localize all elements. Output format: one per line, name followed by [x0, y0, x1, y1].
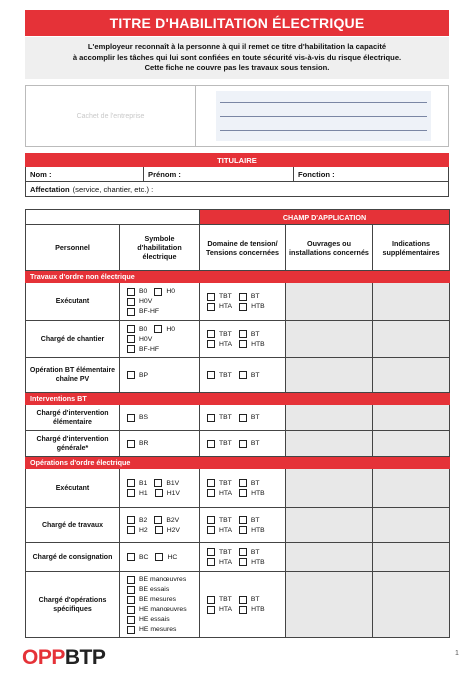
tension-option[interactable]: [239, 548, 260, 556]
checkbox[interactable]: [239, 489, 247, 497]
tension-option-label: HTA: [219, 303, 233, 310]
symbol-option[interactable]: [155, 526, 180, 534]
tension-option[interactable]: [207, 548, 232, 556]
checkbox[interactable]: [154, 288, 162, 296]
checkbox[interactable]: [239, 606, 247, 614]
personnel-role: Chargé d'intervention générale*: [26, 431, 120, 457]
tension-option-label: HTA: [219, 340, 233, 348]
symbol-options: [120, 572, 200, 638]
checkbox[interactable]: [127, 298, 135, 306]
tension-options: [200, 358, 286, 393]
symbol-option-label: H0V: [139, 298, 153, 305]
indications-input-cell[interactable]: [373, 431, 450, 457]
checkbox[interactable]: [239, 548, 247, 556]
checkbox[interactable]: [207, 526, 215, 534]
tension-option[interactable]: [207, 526, 232, 534]
symbol-option-label: BF-HF: [139, 345, 160, 353]
col-indications: Indications supplémentaires: [373, 225, 450, 271]
symbol-option-line: [127, 413, 199, 423]
intro-line-2: à accomplir les tâches qui lui sont confiées en toute sécurité vis-à-vis du risque électrique.: [72, 52, 402, 62]
checkbox[interactable]: [207, 440, 215, 448]
symbol-option-label: BF-HF: [139, 308, 160, 315]
logo-part-btp: BTP: [64, 646, 106, 669]
symbol-option-line: [127, 585, 199, 595]
tension-option[interactable]: [239, 371, 260, 379]
symbol-option-label: HE manœuvres: [139, 606, 187, 613]
habilitation-table: [25, 209, 450, 638]
symbol-option[interactable]: [154, 325, 175, 333]
tension-option[interactable]: [207, 414, 232, 422]
symbol-option-line: [127, 370, 199, 380]
checkbox[interactable]: [207, 548, 215, 556]
checkbox[interactable]: [154, 516, 162, 524]
ouvrages-input-cell[interactable]: [286, 431, 373, 457]
tension-option[interactable]: [207, 596, 232, 604]
symbol-options: [120, 431, 200, 457]
tension-option-label: BT: [250, 440, 260, 447]
symbol-option[interactable]: [127, 626, 176, 634]
personnel-role: Exécutant: [26, 469, 120, 508]
document-title: TITRE D'HABILITATION ÉLECTRIQUE: [25, 10, 449, 36]
section-title: Travaux d'ordre non électrique: [26, 271, 450, 283]
tension-option-label: TBT: [219, 479, 232, 487]
checkbox[interactable]: [127, 616, 135, 624]
personnel-role: Chargé d'intervention élémentaire: [26, 405, 120, 431]
fonction-field[interactable]: Fonction :: [298, 169, 335, 179]
symbol-option[interactable]: [127, 526, 148, 534]
symbol-options: [120, 283, 200, 321]
indications-input-cell[interactable]: [373, 358, 450, 393]
company-stamp-box: [25, 85, 449, 147]
checkbox[interactable]: [207, 606, 215, 614]
checkbox[interactable]: [127, 596, 135, 604]
checkbox[interactable]: [127, 576, 135, 584]
symbol-option-label: H2V: [166, 526, 180, 534]
tension-option-label: BT: [250, 414, 260, 421]
tension-option-line: [207, 605, 285, 615]
tension-option-label: TBT: [219, 293, 232, 300]
symbol-option[interactable]: [127, 606, 187, 614]
checkbox[interactable]: [155, 553, 163, 561]
checkbox[interactable]: [239, 340, 247, 348]
symbol-option-label: H2: [139, 526, 148, 534]
symbol-option[interactable]: [155, 489, 180, 497]
symbol-option-label: B0: [139, 325, 148, 333]
tension-option[interactable]: [207, 340, 232, 348]
symbol-option[interactable]: [127, 414, 148, 422]
affectation-hint: (service, chantier, etc.) :: [72, 184, 154, 194]
tension-option[interactable]: [207, 371, 232, 379]
tension-option-line: [207, 439, 285, 449]
symbol-option-label: BE manœuvres: [139, 576, 187, 583]
symbol-option-label: H1V: [166, 489, 180, 497]
checkbox[interactable]: [154, 325, 162, 333]
checkbox[interactable]: [127, 335, 135, 343]
ouvrages-input-cell[interactable]: [286, 508, 373, 543]
tension-option-label: BT: [250, 548, 260, 556]
section-row: [26, 393, 450, 405]
checkbox[interactable]: [127, 526, 135, 534]
checkbox[interactable]: [127, 489, 135, 497]
indications-input-cell[interactable]: [373, 405, 450, 431]
indications-input-cell[interactable]: [373, 543, 450, 572]
tension-option-label: HTA: [219, 606, 233, 613]
checkbox[interactable]: [207, 489, 215, 497]
tension-option[interactable]: [239, 330, 260, 338]
personnel-role: Chargé de travaux: [26, 508, 120, 543]
company-stamp-label[interactable]: Cachet de l'entreprise: [26, 86, 196, 146]
tension-option-line: [207, 547, 285, 557]
symbol-option-label: BP: [139, 371, 149, 379]
checkbox[interactable]: [127, 308, 135, 316]
tension-option-line: [207, 413, 285, 423]
checkbox[interactable]: [127, 440, 135, 448]
section-row: [26, 271, 450, 283]
checkbox[interactable]: [127, 288, 135, 296]
tension-option-line: [207, 488, 285, 498]
tension-option-label: TBT: [219, 548, 232, 556]
symbol-option[interactable]: [127, 308, 159, 316]
col-domaine: Domaine de tension/ Tensions concernées: [200, 225, 286, 271]
signature-line: [220, 102, 427, 103]
symbol-options: [120, 469, 200, 508]
tension-option[interactable]: [239, 516, 260, 524]
tension-option[interactable]: [207, 516, 232, 524]
tension-option[interactable]: [207, 293, 232, 301]
checkbox[interactable]: [127, 325, 135, 333]
symbol-option-line: [127, 515, 199, 525]
tension-option-label: HTA: [219, 526, 233, 534]
checkbox[interactable]: [239, 330, 247, 338]
tension-option-label: TBT: [219, 440, 232, 447]
symbol-option[interactable]: [127, 516, 147, 524]
affectation-row[interactable]: [25, 182, 449, 197]
symbol-option[interactable]: [127, 576, 186, 584]
symbol-option[interactable]: [127, 371, 148, 379]
champ-application-header: CHAMP D'APPLICATION: [200, 210, 450, 225]
symbol-option-label: B2V: [166, 516, 180, 524]
tension-option[interactable]: [239, 440, 260, 448]
ouvrages-input-cell[interactable]: [286, 405, 373, 431]
symbol-option-line: [127, 525, 199, 535]
table-row: [26, 358, 450, 393]
personnel-role: Exécutant: [26, 283, 120, 321]
ouvrages-input-cell[interactable]: [286, 358, 373, 393]
symbol-option-label: B1V: [166, 479, 180, 487]
symbol-option-label: BR: [139, 440, 149, 447]
symbol-option-label: H0V: [139, 335, 153, 343]
tension-options: [200, 469, 286, 508]
checkbox[interactable]: [239, 303, 247, 311]
tension-option-label: HTB: [251, 526, 265, 534]
signature-line: [220, 130, 427, 131]
affectation-label: Affectation: [30, 184, 70, 194]
tension-option[interactable]: [239, 293, 260, 301]
table-row: [26, 405, 450, 431]
col-personnel: Personnel: [26, 225, 120, 271]
checkbox[interactable]: [127, 553, 135, 561]
tension-option-label: TBT: [219, 414, 232, 421]
tension-options: [200, 572, 286, 638]
table-row: [26, 431, 450, 457]
symbol-option[interactable]: [127, 616, 170, 624]
symbol-option-label: B2: [139, 516, 148, 524]
symbol-option-line: [127, 287, 199, 297]
tension-options: [200, 283, 286, 321]
symbol-option-line: [127, 595, 199, 605]
tension-options: [200, 431, 286, 457]
tension-option-label: BT: [250, 371, 260, 379]
symbol-options: [120, 543, 200, 572]
tension-option[interactable]: [207, 558, 232, 566]
personnel-role: Chargé de chantier: [26, 321, 120, 358]
table-row: [26, 543, 450, 572]
tension-option-label: TBT: [219, 596, 232, 603]
tension-option-line: [207, 329, 285, 339]
symbol-option-label: BE mesures: [139, 596, 177, 603]
ouvrages-input-cell[interactable]: [286, 572, 373, 638]
titulaire-section: [25, 153, 449, 197]
symbol-option[interactable]: [127, 596, 176, 604]
symbol-option[interactable]: [127, 440, 148, 448]
table-row: [26, 508, 450, 543]
table-row: [26, 283, 450, 321]
symbol-option[interactable]: [127, 586, 169, 594]
checkbox[interactable]: [239, 371, 247, 379]
symbol-option-label: H1: [139, 489, 148, 497]
symbol-option[interactable]: [127, 288, 147, 296]
intro-line-1: L'employeur reconnaît à la personne à qui il remet ce titre d'habilitation la capacité: [87, 42, 387, 51]
tension-options: [200, 321, 286, 358]
checkbox[interactable]: [127, 606, 135, 614]
tension-option[interactable]: [207, 479, 232, 487]
symbol-option[interactable]: [127, 489, 148, 497]
tension-option[interactable]: [239, 414, 260, 422]
tension-option[interactable]: [207, 303, 232, 311]
symbol-option-line: [127, 324, 199, 334]
indications-input-cell[interactable]: [373, 321, 450, 358]
symbol-option[interactable]: [154, 516, 179, 524]
symbol-option-label: HC: [167, 553, 178, 561]
checkbox[interactable]: [207, 330, 215, 338]
checkbox[interactable]: [207, 414, 215, 422]
table-row: [26, 572, 450, 638]
ouvrages-input-cell[interactable]: [286, 283, 373, 321]
tension-option-label: TBT: [219, 516, 232, 524]
checkbox[interactable]: [207, 596, 215, 604]
symbol-option-label: BC: [139, 553, 149, 561]
symbol-option[interactable]: [127, 335, 152, 343]
tension-option-line: [207, 525, 285, 535]
col-symbole: Symbole d'habilitation électrique: [120, 225, 200, 271]
symbol-option-line: [127, 488, 199, 498]
tension-option-line: [207, 339, 285, 349]
symbol-option[interactable]: [127, 479, 147, 487]
table-row: [26, 321, 450, 358]
checkbox[interactable]: [127, 479, 135, 487]
logo-part-opp: OPP: [22, 646, 65, 669]
checkbox[interactable]: [207, 371, 215, 379]
checkbox[interactable]: [207, 340, 215, 348]
tension-option-label: BT: [250, 479, 260, 487]
symbol-option[interactable]: [127, 553, 148, 561]
tension-option-label: HTB: [251, 489, 265, 497]
symbol-option-label: BS: [139, 414, 149, 421]
tension-option-line: [207, 515, 285, 525]
symbol-option-label: H0: [166, 325, 176, 333]
indications-input-cell[interactable]: [373, 508, 450, 543]
tension-option[interactable]: [239, 479, 260, 487]
titulaire-heading: TITULAIRE: [25, 153, 449, 167]
tension-option-line: [207, 292, 285, 302]
tension-option[interactable]: [239, 596, 260, 604]
symbol-option-line: [127, 615, 199, 625]
tension-option-label: HTB: [251, 606, 265, 613]
tension-option-label: TBT: [219, 330, 232, 338]
checkbox[interactable]: [207, 303, 215, 311]
symbol-option-label: BE essais: [139, 586, 170, 593]
tension-options: [200, 508, 286, 543]
col-ouvrages: Ouvrages ou installations concernés: [286, 225, 373, 271]
table-row: [26, 469, 450, 508]
affectation-field[interactable]: [26, 182, 153, 196]
intro-line-3: Cette fiche ne couvre pas les travaux sous tension.: [144, 63, 330, 72]
checkbox[interactable]: [207, 479, 215, 487]
tension-option[interactable]: [239, 526, 265, 534]
tension-option-line: [207, 478, 285, 488]
personnel-role: Chargé de consignation: [26, 543, 120, 572]
ouvrages-input-cell[interactable]: [286, 321, 373, 358]
tension-option[interactable]: [207, 489, 232, 497]
checkbox[interactable]: [127, 516, 135, 524]
tension-option-label: BT: [250, 596, 260, 603]
checkbox[interactable]: [207, 516, 215, 524]
checkbox[interactable]: [207, 293, 215, 301]
symbol-option-line: [127, 575, 199, 585]
symbol-option-line: [127, 307, 199, 317]
tension-option-label: BT: [250, 330, 260, 338]
symbol-options: [120, 321, 200, 358]
tension-option[interactable]: [239, 558, 265, 566]
symbol-option-line: [127, 625, 199, 635]
tension-option[interactable]: [239, 489, 265, 497]
nom-field[interactable]: Nom :: [26, 167, 144, 181]
symbol-options: [120, 508, 200, 543]
page-number: 1: [455, 650, 459, 657]
checkbox[interactable]: [239, 293, 247, 301]
symbol-option[interactable]: [127, 345, 159, 353]
tension-option-label: TBT: [219, 371, 232, 379]
section-title: Interventions BT: [26, 393, 450, 405]
checkbox[interactable]: [239, 414, 247, 422]
intro-text: [25, 37, 449, 79]
checkbox[interactable]: [127, 414, 135, 422]
tension-options: [200, 543, 286, 572]
symbol-option-label: B0: [139, 288, 148, 295]
symbol-options: [120, 405, 200, 431]
indications-input-cell[interactable]: [373, 283, 450, 321]
tension-option-line: [207, 370, 285, 380]
symbol-option-label: B1: [139, 479, 148, 487]
symbol-option-label: HE essais: [139, 616, 170, 623]
checkbox[interactable]: [154, 479, 162, 487]
tension-option-label: HTA: [219, 558, 233, 566]
symbol-option[interactable]: [127, 325, 147, 333]
section-row: [26, 457, 450, 469]
ouvrages-input-cell[interactable]: [286, 543, 373, 572]
signature-lines-area[interactable]: [216, 91, 431, 141]
tension-option-label: HTB: [251, 558, 265, 566]
symbol-option[interactable]: [154, 288, 175, 296]
tension-option[interactable]: [207, 606, 232, 614]
tension-option-line: [207, 595, 285, 605]
symbol-option-line: [127, 552, 199, 562]
tension-options: [200, 405, 286, 431]
ouvrages-input-cell[interactable]: [286, 469, 373, 508]
tension-option[interactable]: [207, 330, 232, 338]
tension-option[interactable]: [239, 303, 265, 311]
symbol-option[interactable]: [154, 479, 179, 487]
symbol-option[interactable]: [127, 298, 152, 306]
prenom-field[interactable]: Prénom :: [144, 167, 294, 181]
checkbox[interactable]: [127, 626, 135, 634]
symbol-option-line: [127, 297, 199, 307]
tension-option-label: HTB: [251, 340, 265, 348]
tension-option-label: BT: [250, 516, 260, 524]
personnel-role: Chargé d'opérations spécifiques: [26, 572, 120, 638]
tension-option-label: BT: [250, 293, 260, 300]
checkbox[interactable]: [155, 489, 163, 497]
symbol-option-label: HE mesures: [139, 626, 177, 633]
checkbox[interactable]: [239, 558, 247, 566]
checkbox[interactable]: [207, 558, 215, 566]
symbol-options: [120, 358, 200, 393]
symbol-option[interactable]: [155, 553, 177, 561]
symbol-option-line: [127, 439, 199, 449]
tension-option-label: HTA: [219, 489, 233, 497]
checkbox[interactable]: [127, 586, 135, 594]
checkbox[interactable]: [239, 596, 247, 604]
oppbtp-logo: [22, 648, 105, 670]
tension-option-line: [207, 302, 285, 312]
tension-option[interactable]: [239, 606, 265, 614]
indications-input-cell[interactable]: [373, 469, 450, 508]
personnel-role: Opération BT élémentaire chaîne PV: [26, 358, 120, 393]
tension-option-label: HTB: [251, 303, 265, 310]
symbol-option-label: H0: [166, 288, 176, 295]
indications-input-cell[interactable]: [373, 572, 450, 638]
checkbox[interactable]: [239, 479, 247, 487]
checkbox[interactable]: [127, 371, 135, 379]
checkbox[interactable]: [127, 345, 135, 353]
titulaire-identity-row: [25, 167, 449, 182]
checkbox[interactable]: [239, 526, 247, 534]
tension-option[interactable]: [239, 340, 265, 348]
symbol-option-line: [127, 478, 199, 488]
symbol-option-line: [127, 334, 199, 344]
checkbox[interactable]: [155, 526, 163, 534]
symbol-option-line: [127, 344, 199, 354]
signature-line: [220, 116, 427, 117]
checkbox[interactable]: [239, 516, 247, 524]
section-title: Opérations d'ordre électrique: [26, 457, 450, 469]
tension-option-line: [207, 557, 285, 567]
tension-option[interactable]: [207, 440, 232, 448]
checkbox[interactable]: [239, 440, 247, 448]
symbol-option-line: [127, 605, 199, 615]
